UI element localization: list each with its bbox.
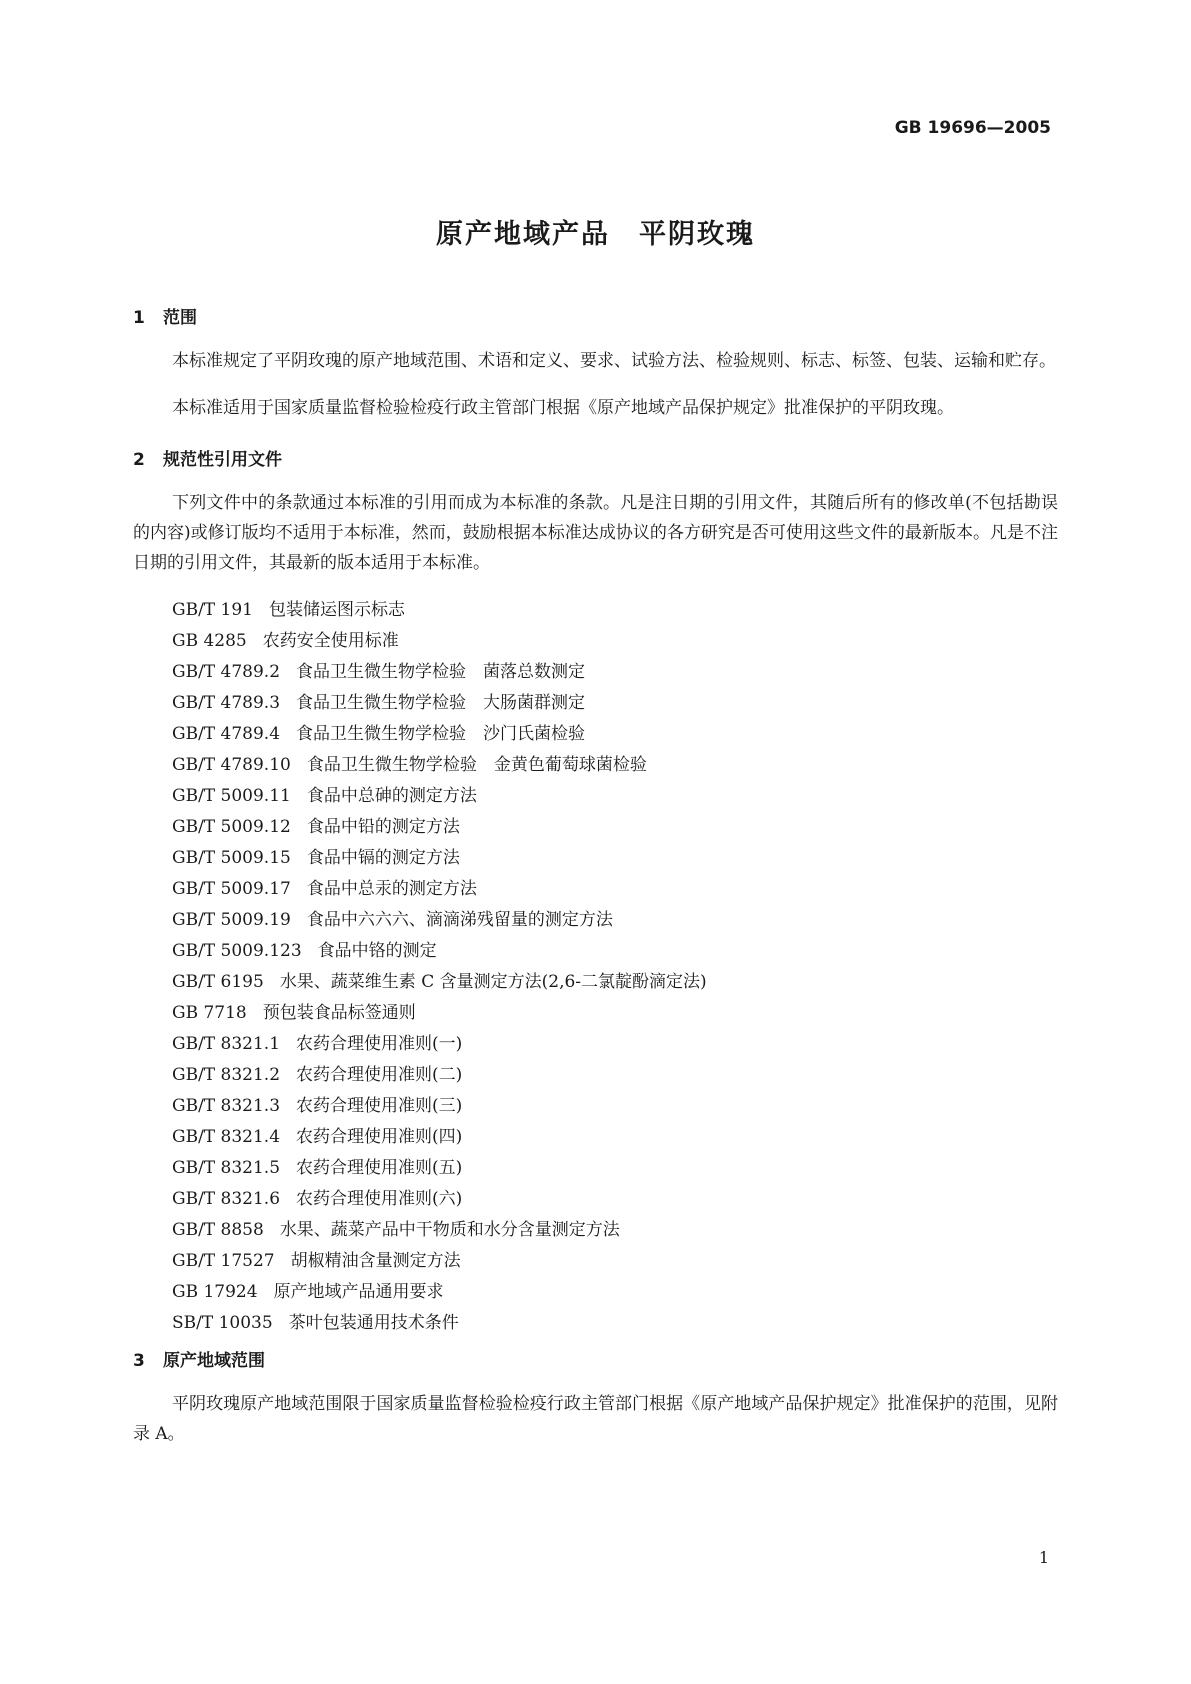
reference-item [172, 1277, 1058, 1308]
section-title: 原产地域范围 [163, 1351, 265, 1371]
reference-title: 食品卫生微生物学检验 金黄色葡萄球菌检验 [306, 755, 647, 775]
section-origin-area [133, 1341, 1058, 1449]
reference-title: 水果、蔬菜产品中干物质和水分含量测定方法 [279, 1220, 620, 1240]
reference-item [172, 874, 1058, 905]
reference-item [172, 781, 1058, 812]
section-number: 1 [133, 308, 145, 328]
reference-title: 胡椒精油含量测定方法 [290, 1251, 461, 1271]
reference-item [172, 1153, 1058, 1184]
section-title: 规范性引用文件 [163, 450, 282, 470]
section-scope [133, 298, 1058, 423]
reference-title: 农药合理使用准则(六) [296, 1189, 463, 1209]
reference-title: 食品中总砷的测定方法 [306, 786, 477, 806]
reference-title: 农药安全使用标准 [262, 631, 399, 651]
section-title: 范围 [163, 308, 197, 328]
reference-title: 水果、蔬菜维生素 C 含量测定方法(2,6-二氯靛酚滴定法) [279, 972, 707, 992]
reference-list [133, 595, 1058, 1339]
reference-code: GB/T 191 [172, 600, 253, 620]
reference-title: 农药合理使用准则(四) [296, 1127, 463, 1147]
reference-title: 农药合理使用准则(五) [296, 1158, 463, 1178]
reference-code: GB/T 4789.2 [172, 662, 281, 682]
reference-code: GB 17924 [172, 1282, 258, 1302]
standard-code: GB 19696—2005 [894, 118, 1051, 138]
reference-code: GB/T 6195 [172, 972, 264, 992]
reference-item [172, 1184, 1058, 1215]
paragraph: 本标准规定了平阴玫瑰的原产地域范围、术语和定义、要求、试验方法、检验规则、标志、标签、包装、运输和贮存。 [172, 351, 1056, 371]
reference-item [172, 1091, 1058, 1122]
reference-item [172, 967, 1058, 998]
reference-item [172, 905, 1058, 936]
reference-item [172, 626, 1058, 657]
reference-item [172, 998, 1058, 1029]
section-number: 3 [133, 1351, 145, 1371]
paragraph: 平阴玫瑰原产地域范围限于国家质量监督检验检疫行政主管部门根据《原产地域产品保护规定》批准保护的范围，见附录 A。 [133, 1394, 1058, 1444]
reference-item [172, 1215, 1058, 1246]
reference-code: GB 4285 [172, 631, 247, 651]
reference-item [172, 1246, 1058, 1277]
section-heading [133, 1341, 1058, 1381]
reference-item [172, 1308, 1058, 1339]
reference-code: GB/T 8321.3 [172, 1096, 281, 1116]
reference-title: 农药合理使用准则(二) [296, 1065, 463, 1085]
section-heading [133, 298, 1058, 338]
reference-code: GB/T 8321.4 [172, 1127, 281, 1147]
reference-item [172, 1029, 1058, 1060]
reference-title: 食品卫生微生物学检验 沙门氏菌检验 [296, 724, 586, 744]
reference-title: 原产地域产品通用要求 [273, 1282, 444, 1302]
reference-code: GB/T 4789.4 [172, 724, 281, 744]
section-normative-references [133, 440, 1058, 1339]
reference-item [172, 843, 1058, 874]
reference-code: GB/T 5009.15 [172, 848, 291, 868]
reference-code: GB 7718 [172, 1003, 247, 1023]
reference-code: GB/T 5009.19 [172, 910, 291, 930]
paragraph: 本标准适用于国家质量监督检验检疫行政主管部门根据《原产地域产品保护规定》批准保护的平阴玫瑰。 [172, 398, 954, 418]
page-number: 1 [1038, 1548, 1049, 1567]
reference-item [172, 595, 1058, 626]
reference-title: 包装储运图示标志 [269, 600, 405, 620]
reference-code: GB/T 5009.12 [172, 817, 291, 837]
reference-item [172, 936, 1058, 967]
reference-item [172, 719, 1058, 750]
reference-item [172, 1122, 1058, 1153]
reference-code: SB/T 10035 [172, 1313, 273, 1333]
reference-item [172, 750, 1058, 781]
reference-title: 茶叶包装通用技术条件 [288, 1313, 459, 1333]
reference-code: GB/T 8321.2 [172, 1065, 281, 1085]
document-body [133, 296, 1058, 1466]
section-heading [133, 440, 1058, 480]
reference-title: 食品中铅的测定方法 [306, 817, 460, 837]
reference-code: GB/T 5009.11 [172, 786, 291, 806]
paragraph: 下列文件中的条款通过本标准的引用而成为本标准的条款。凡是注日期的引用文件，其随后所有的修改单(不包括勘误的内容)或修订版均不适用于本标准，然而，鼓励根据本标准达成协议的各方研究是否可使用这些文件的最新版本。凡是不注日期的引用文件，其最新的版本适用于本标准。 [133, 493, 1058, 573]
reference-item [172, 812, 1058, 843]
reference-code: GB/T 8321.5 [172, 1158, 281, 1178]
reference-item [172, 657, 1058, 688]
reference-code: GB/T 4789.3 [172, 693, 281, 713]
reference-code: GB/T 4789.10 [172, 755, 291, 775]
reference-title: 农药合理使用准则(一) [296, 1034, 463, 1054]
reference-code: GB/T 8321.1 [172, 1034, 281, 1054]
reference-code: GB/T 5009.123 [172, 941, 302, 961]
reference-code: GB/T 5009.17 [172, 879, 291, 899]
reference-title: 食品卫生微生物学检验 大肠菌群测定 [296, 693, 586, 713]
reference-title: 农药合理使用准则(三) [296, 1096, 463, 1116]
reference-code: GB/T 8321.6 [172, 1189, 281, 1209]
reference-title: 食品中总汞的测定方法 [306, 879, 477, 899]
document-title: 原产地域产品 平阴玫瑰 [436, 219, 755, 250]
reference-title: 食品中六六六、滴滴涕残留量的测定方法 [306, 910, 613, 930]
reference-title: 食品中铬的测定 [317, 941, 437, 961]
reference-item [172, 1060, 1058, 1091]
reference-title: 预包装食品标签通则 [262, 1003, 416, 1023]
reference-code: GB/T 17527 [172, 1251, 275, 1271]
section-number: 2 [133, 450, 145, 470]
reference-title: 食品卫生微生物学检验 菌落总数测定 [296, 662, 586, 682]
reference-code: GB/T 8858 [172, 1220, 264, 1240]
reference-item [172, 688, 1058, 719]
reference-title: 食品中镉的测定方法 [306, 848, 460, 868]
